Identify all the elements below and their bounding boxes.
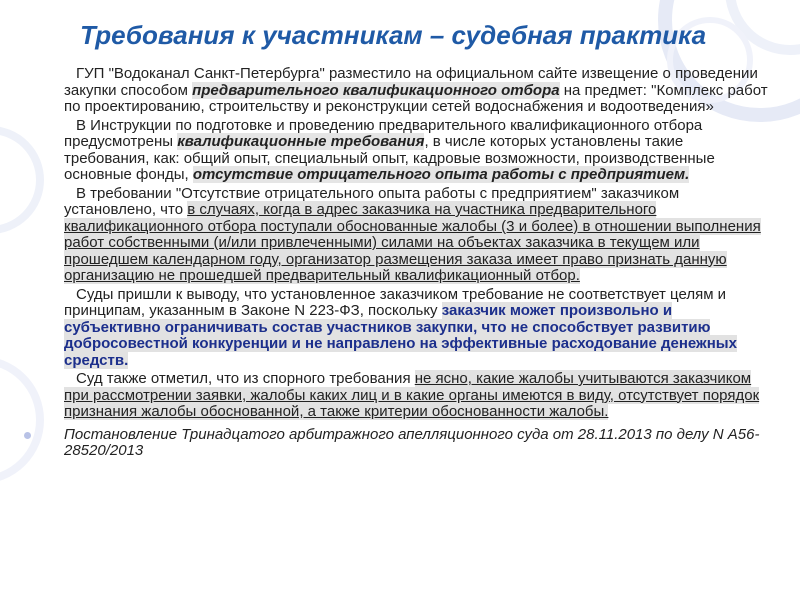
p2-text-a: В Инструкции по подготовке и проведению предварительного квалификационного отбора предусмотрены bbox=[64, 116, 703, 150]
p5-text-a: Суд также отметил, что из спорного требования bbox=[76, 370, 415, 387]
p4-emphasis: заказчик может произвольно и субъективно ограничивать состав участников закупки, что не способствует развитию добросовестной конкуренции и не направлено на эффективные расходование денежных средств. bbox=[64, 302, 737, 369]
paragraph-4 bbox=[54, 287, 772, 370]
p2-emphasis-1: квалификационные требования bbox=[177, 133, 425, 150]
slide-body bbox=[54, 66, 772, 462]
paragraph-3 bbox=[54, 186, 772, 285]
paragraph-2 bbox=[54, 118, 772, 184]
paragraph-1 bbox=[54, 66, 772, 116]
p2-emphasis-2: отсутствие отрицательного опыта работы с предприятием. bbox=[192, 166, 690, 183]
p3-text-a: В требовании "Отсутствие отрицательного опыта работы с предприятием" заказчиком установлено, что bbox=[64, 184, 680, 218]
p1-text-c: на предмет: "Комплекс работ по проектированию, строительству и реконструкции сетей водоснабжения и водоотведения» bbox=[64, 81, 768, 115]
p2-text-c: , в числе которых установлены такие требования, как: общий опыт, специальный опыт, кадровые возможности, производственные основные фонды, bbox=[64, 133, 715, 183]
citation-text: Постановление Тринадцатого арбитражного апелляционного суда от 28.11.2013 по делу N А56-28520/2013 bbox=[64, 425, 760, 459]
citation-bullet bbox=[54, 427, 772, 460]
paragraph-5 bbox=[54, 371, 772, 421]
slide-title: Требования к участникам – судебная практика bbox=[80, 20, 707, 50]
p3-underlined: в случаях, когда в адрес заказчика на участника предварительного квалификационного отбора поступали обоснованные жалобы (3 и более) в отношении выполнения работ собственными (и/или привлеченными) силами на объектах заказчика в текущем или прошедшем календарном году, организатор размещения заказа имеет право признать данную организацию не прошедшей предварительный квалификационный отбор. bbox=[64, 201, 761, 284]
decorative-circles-left bbox=[0, 120, 60, 600]
p4-text-a: Суды пришли к выводу, что установленное заказчиком требование не соответствует целям и принципам, указанным в Законе N 223-ФЗ, поскольку bbox=[64, 285, 727, 319]
bullet-dot-icon bbox=[24, 432, 31, 439]
p1-emphasis: предварительного квалификационного отбора bbox=[192, 81, 560, 99]
p1-text-a: ГУП "Водоканал Санкт-Петербурга" разместило на официальном сайте извещение о проведении закупки способом bbox=[64, 65, 758, 99]
p5-underlined: не ясно, какие жалобы учитываются заказчиком при рассмотрении заявки, жалобы каких лиц и в какие органы имеются в виду, отсутствует порядок признания жалобы обоснованной, а также критерии обоснованности жалобы. bbox=[64, 370, 760, 420]
